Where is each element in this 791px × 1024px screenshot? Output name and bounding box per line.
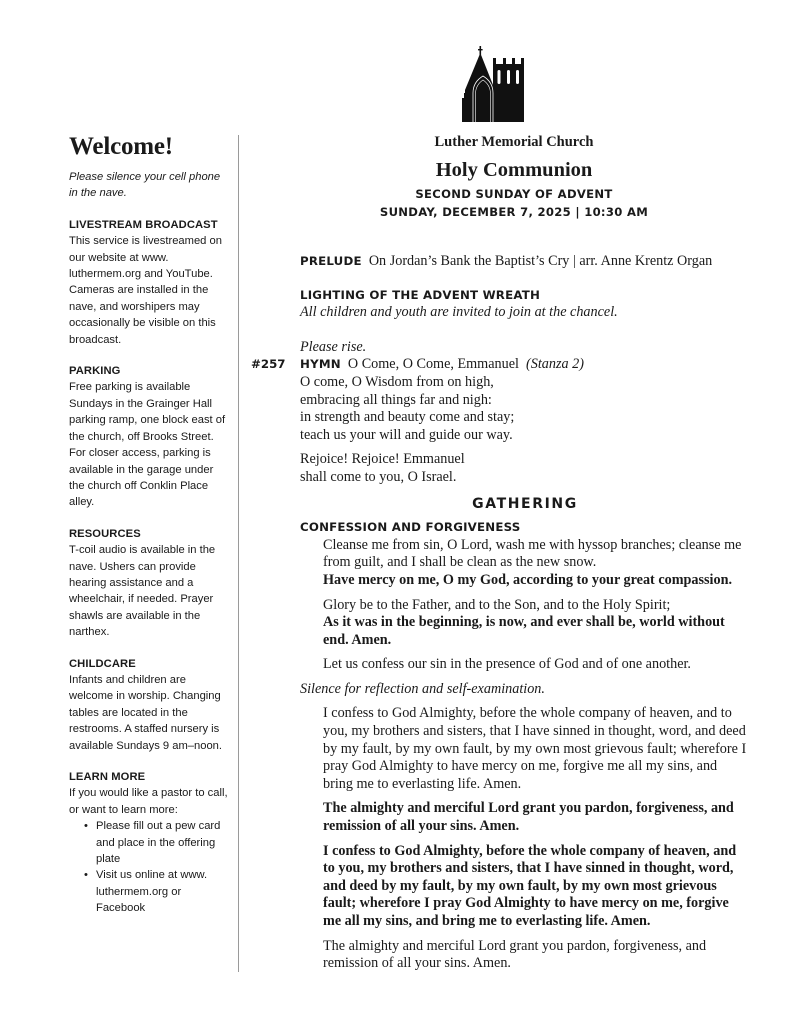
silence-phone-note: Please silence your cell phone in the nave. [69,171,221,200]
advent-wreath-item [300,287,750,322]
liturgy-content [251,253,750,973]
confession-section [300,519,750,973]
childcare-section [69,656,231,754]
resources-section [69,526,231,641]
leader-text: Glory be to the Father, and to the Son, and to the Holy Spirit; [323,596,671,613]
silence-rubric: Silence for reflection and self-examination. [300,680,545,697]
congregation-response: Have mercy on me, O my God, according to your great compassion. [323,571,733,588]
advent-wreath-note: All children and youth are invited to join at the chancel. [300,304,618,321]
hymn-item [251,338,750,487]
hymn-line: teach us your will and guide our way. [300,426,513,443]
learn-more-list [69,818,231,916]
hymn-refrain [300,451,750,486]
section-title: LEARN MORE [69,771,146,783]
hymn-label: HYMN [300,357,341,372]
prelude-text: On Jordan’s Bank the Baptist’s Cry | arr. Anne Krentz Organ [368,253,713,269]
section-body: Free parking is available Sundays in the Grainger Hall parking ramp, one block east of the church, off Brooks Street. For closer access, parking is available in the garage under the church off Conklin Place alley. [69,381,226,509]
column-divider [238,135,239,972]
prelude-item [300,253,750,271]
leader-text: Let us confess our sin in the presence of God and of one another. [323,656,691,673]
section-body: T-coil audio is available in the nave. Ushers can provide hearing assistance and a wheelchair, if needed. Prayer shawls are available in the narthex. [69,544,216,639]
list-item: • Please fill out a pew card and place in the offering plate [87,818,231,867]
section-title: PARKING [69,365,121,378]
please-rise-rubric: Please rise. [300,338,367,355]
church-building-icon [462,46,524,122]
liturgical-day: SECOND SUNDAY OF ADVENT [415,187,613,201]
congregation-response: I confess to God Almighty, before the whole company of heaven, and to you, my brothers and sisters, that I have sinned in thought, word, and deed by my fault, by my own fault, by my own most grievous fault; wherefore I pray God Almighty to have mercy on me, forgive me all my sins, and bring me to everlasting life. Amen. [323,842,737,929]
section-title: LIVESTREAM BROADCAST [69,218,218,231]
list-item: • Visit us online at www. luthermem.org or Facebook [87,867,231,916]
section-body: If you would like a pastor to call, or want to learn more: [69,787,228,816]
refrain-line: shall come to you, O Israel. [300,468,457,485]
leader-text: I confess to God Almighty, before the whole company of heaven, and to you, my brothers and sisters, that I have sinned in thought, word, and deed by my fault, by my own fault, by my own most grievous fault; wherefore I pray God Almighty to have mercy on me, forgive me all my sins, and bring me to everlasting life. Amen. [323,705,747,792]
advent-wreath-label: LIGHTING OF THE ADVENT WREATH [300,287,541,302]
learn-more-section [69,769,231,917]
leader-text: The almighty and merciful Lord grant you pardon, forgiveness, and remission of all your sins. Amen. [323,937,707,972]
service-date-time: SUNDAY, DECEMBER 7, 2025 | 10:30 AM [379,205,649,219]
section-title: RESOURCES [69,527,141,540]
hymn-stanza: (Stanza 2) [526,356,584,373]
leader-text: Cleanse me from sin, O Lord, wash me with hyssop branches; cleanse me from guilt, and I shall be clean as the new snow. [323,536,742,571]
gathering-heading: GATHERING [472,495,578,512]
church-name: Luther Memorial Church [434,134,594,150]
hymn-line: O come, O Wisdom from on high, [300,373,494,390]
hymn-heading [251,356,750,374]
section-title: CHILDCARE [69,657,136,670]
congregation-response: The almighty and merciful Lord grant you pardon, forgiveness, and remission of all your sins. Amen. [323,800,734,835]
livestream-section [69,217,231,348]
confession-label: CONFESSION AND FORGIVENESS [300,520,521,535]
congregation-response: As it was in the beginning, is now, and ever shall be, world without end. Amen. [323,614,725,648]
prelude-label: PRELUDE [300,254,362,268]
hymn-line: in strength and beauty come and stay; [300,409,515,426]
section-body: This service is livestreamed on our website at www. luthermem.org and YouTube. Cameras are installed in the nave, and worshipers may occasionally be visible on this broadcast. [69,235,222,346]
welcome-sidebar [69,132,231,932]
parking-section [69,363,231,511]
hymn-title: O Come, O Come, Emmanuel [347,356,519,373]
section-body: Infants and children are welcome in worship. Changing tables are located in the restrooms. A staffed nursery is available Sundays 9 am–noon. [69,673,223,752]
hymn-line: embracing all things far and nigh: [300,391,492,408]
hymn-number: #257 [251,357,286,372]
refrain-line: Rejoice! Rejoice! Emmanuel [300,451,465,468]
service-title: Holy Communion [435,159,593,181]
welcome-title: Welcome! [69,133,173,160]
